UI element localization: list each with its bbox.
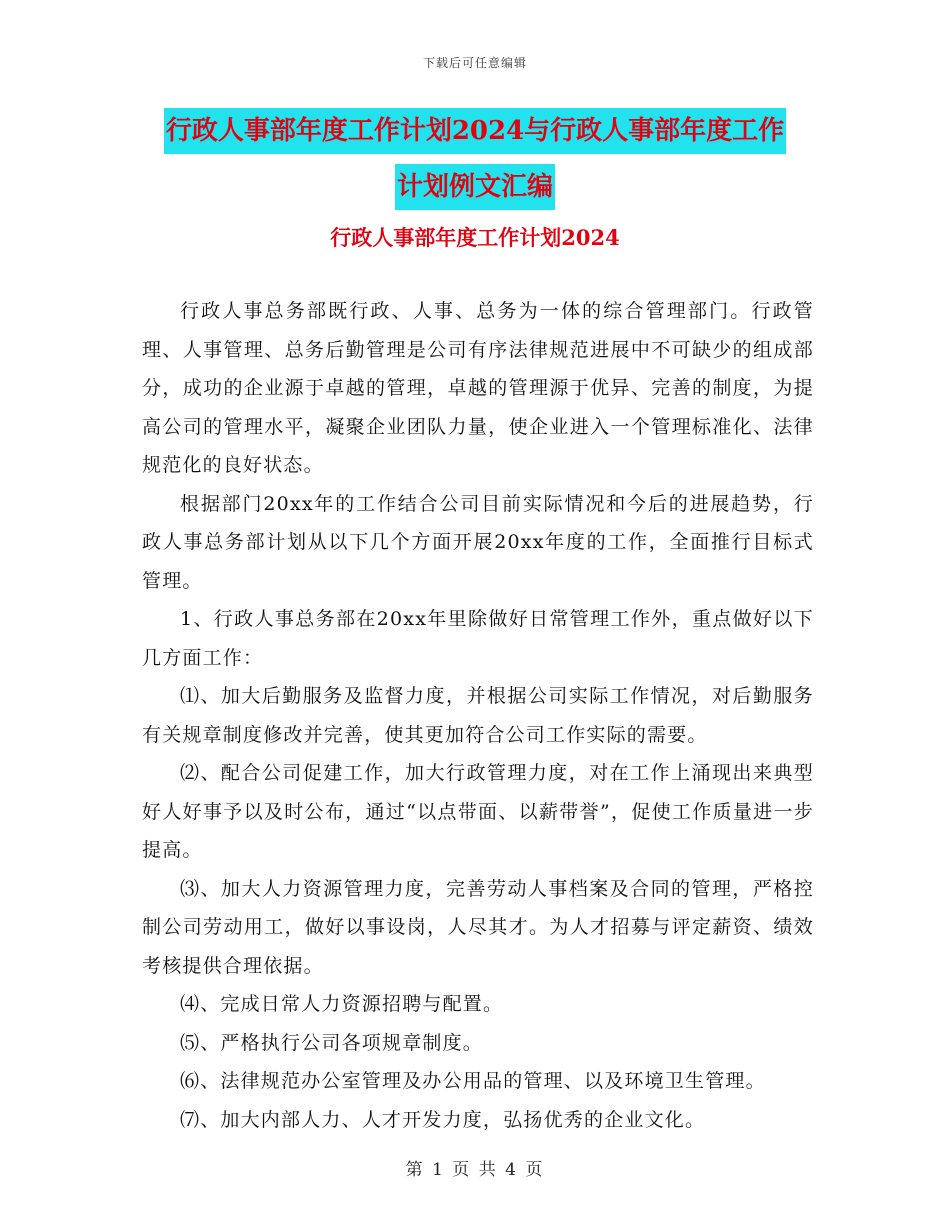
paragraph-item-1: 1、行政人事总务部在20xx年里除做好日常管理工作外，重点做好以下几方面工作： xyxy=(142,608,814,669)
paragraph-subitem-6: ⑹、法律规范办公室管理及办公用品的管理、以及环境卫生管理。 xyxy=(180,1070,766,1092)
section-title: 行政人事部年度工作计划2024 xyxy=(330,225,620,250)
page-number: 第 1 页 共 4 页 xyxy=(405,1160,545,1180)
paragraph-subitem-2: ⑵、配合公司促建工作，加大行政管理力度，对在工作上涌现出来典型好人好事予以及时公布，通过“以点带面、以薪带誉”，促使工作质量进一步提高。 xyxy=(142,762,814,861)
page-header-note: 下载后可任意编辑 xyxy=(422,56,527,70)
paragraph-plan: 根据部门20xx年的工作结合公司目前实际情况和今后的进展趋势，行政人事总务部计划从以下几个方面开展20xx年度的工作，全面推行目标式管理。 xyxy=(142,492,814,592)
document-title xyxy=(0,108,950,220)
paragraph-subitem-5: ⑸、严格执行公司各项规章制度。 xyxy=(180,1031,484,1054)
paragraph-subitem-1: ⑴、加大后勤服务及监督力度，并根据公司实际工作情况，对后勤服务有关规章制度修改并完善，使其更加符合公司工作实际的需要。 xyxy=(142,685,814,746)
document-body xyxy=(142,292,814,1139)
paragraph-subitem-4: ⑷、完成日常人力资源招聘与配置。 xyxy=(180,993,504,1015)
paragraph-subitem-7: ⑺、加大内部人力、人才开发力度，弘扬优秀的企业文化。 xyxy=(180,1108,706,1131)
document-title-line-1: 行政人事部年度工作计划2024与行政人事部年度工作 xyxy=(164,108,786,154)
paragraph-intro: 行政人事总务部既行政、人事、总务为一体的综合管理部门。行政管理、人事管理、总务后勤管理是公司有序法律规范进展中不可缺少的组成部分，成功的企业源于卓越的管理，卓越的管理源于优异、完善的制度，为提高公司的管理水平，凝聚企业团队力量，使企业进入一个管理标准化、法律规范化的良好状态。 xyxy=(142,300,814,476)
paragraph-subitem-3: ⑶、加大人力资源管理力度，完善劳动人事档案及合同的管理，严格控制公司劳动用工，做好以事设岗，人尽其才。为人才招募与评定薪资、绩效考核提供合理依据。 xyxy=(142,877,814,977)
document-title-line-2: 计划例文汇编 xyxy=(395,164,555,210)
